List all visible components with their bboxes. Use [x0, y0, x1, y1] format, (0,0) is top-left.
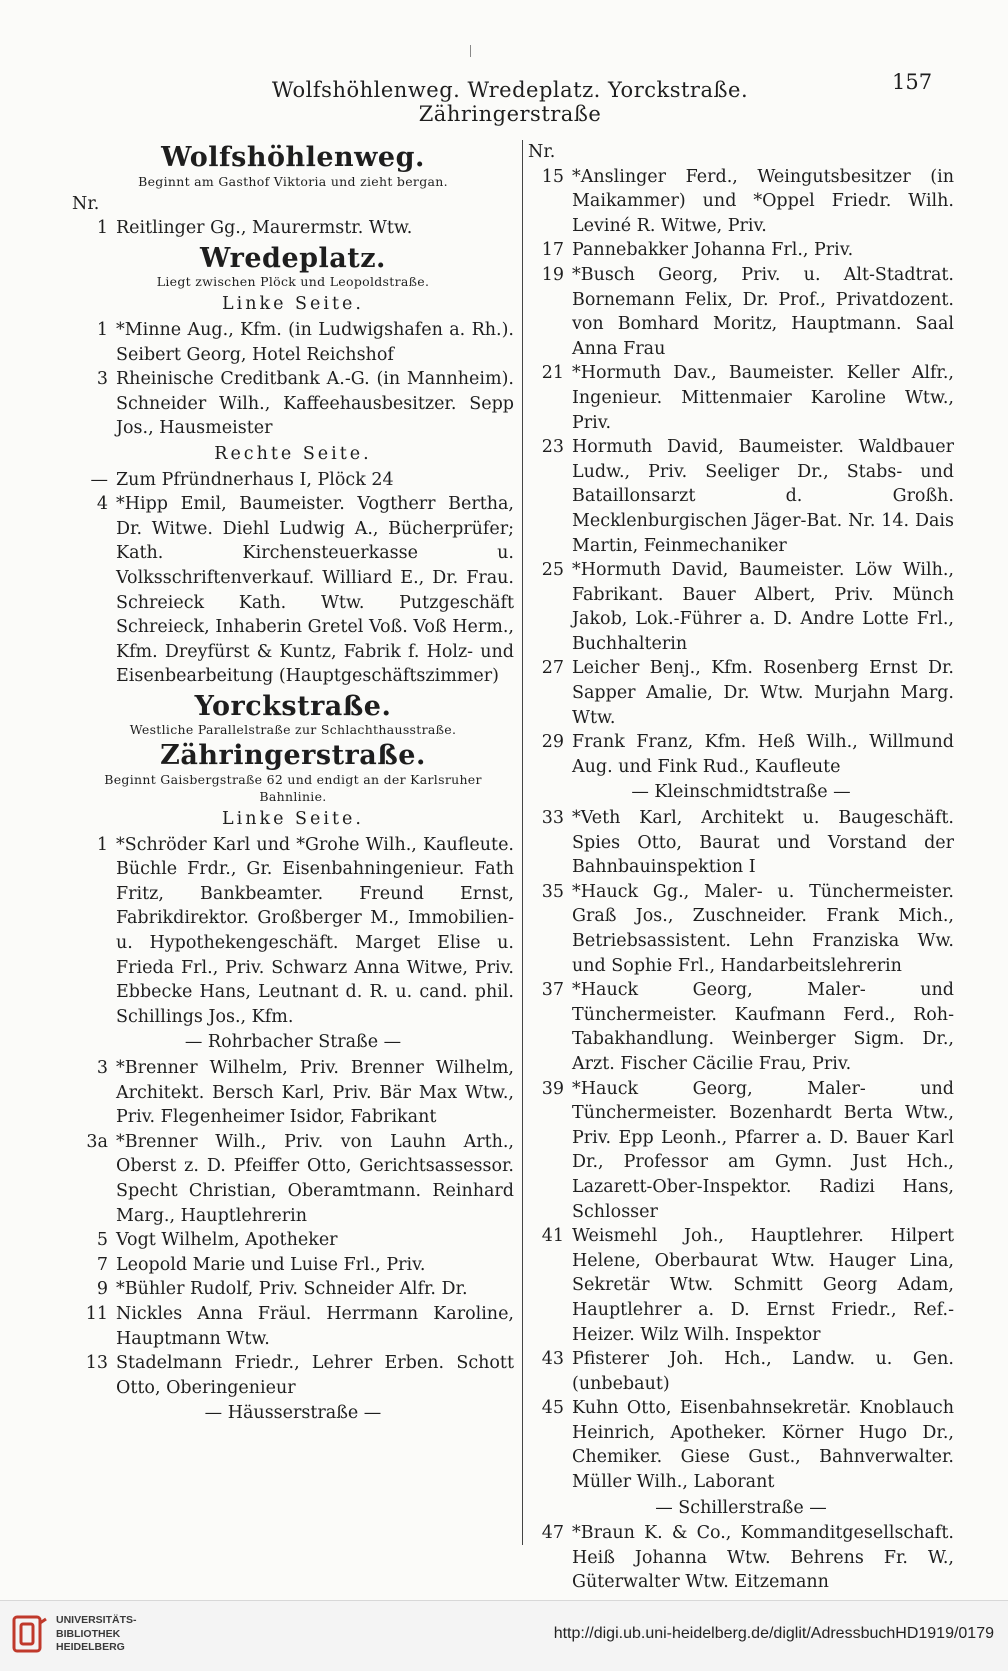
- resident-list: *Hormuth David, Baumeister. Löw Wilh., Fabrikant. Bauer Albert, Priv. Münch Jakob, Lok.-Führer a. D. Andre Lotte Frl., Buchhalterin: [572, 560, 954, 654]
- resident-list: Hormuth David, Baumeister. Waldbauer Ludw., Priv. Seeliger Dr., Stabs- und Bataillonsarzt d. Großh. Mecklenburgischen Jäger-Bat. Nr. 14. Dais Martin, Feinmechaniker: [572, 437, 954, 556]
- address-entry: [528, 656, 954, 730]
- side-heading-left: Linke Seite.: [222, 809, 364, 830]
- running-title: Wolfshöhlenweg. Wredeplatz. Yorckstraße. Zähringerstraße: [271, 78, 749, 126]
- right-column: [528, 140, 954, 1595]
- resident-list: *Brenner Wilh., Priv. von Lauhn Arth., Oberst z. D. Pfeiffer Otto, Gerichtsassessor. Specht Christian, Oberamtmann. Reinhard Marg., Hauptlehrerin: [116, 1131, 514, 1226]
- resident-list: *Minne Aug., Kfm. (in Ludwigshafen a. Rh.). Seibert Georg, Hotel Reichshof: [116, 319, 514, 365]
- house-number: 33: [541, 808, 564, 829]
- house-number: 25: [541, 560, 564, 581]
- library-logo-icon: [10, 1611, 48, 1659]
- library-name-line: HEIDELBERG: [56, 1641, 125, 1653]
- address-entry: [528, 165, 954, 239]
- address-entry: [528, 435, 954, 558]
- resident-list: *Hauck Georg, Maler- und Tünchermeister. Bozenhardt Berta Wtw., Priv. Epp Leonh., Pfarrer a. D. Bauer Karl Dr., Professor am Gymn. Just Hch., Lazarett-Ober-Inspektor. Radizi Hans, Schlosser: [572, 1078, 954, 1222]
- street-heading-wredeplatz: Wredeplatz.: [200, 242, 386, 274]
- resident-list: *Busch Georg, Priv. u. Alt-Stadtrat. Bornemann Felix, Dr. Prof., Privatdozent. von Bomhard Moritz, Hauptmann. Saal Anna Frau: [572, 264, 954, 359]
- street-description: Beginnt am Gasthof Viktoria und zieht bergan.: [138, 173, 448, 189]
- digitization-footer: [0, 1600, 1008, 1671]
- resident-list: Stadelmann Friedr., Lehrer Erben. Schott Otto, Oberingenieur: [116, 1353, 514, 1398]
- address-entry: [528, 1396, 954, 1494]
- address-entry: [72, 833, 514, 1030]
- address-entry: [72, 1056, 514, 1130]
- house-number: 39: [541, 1078, 564, 1099]
- number-label: Nr.: [72, 193, 100, 214]
- house-number: 19: [541, 264, 564, 285]
- address-entry: [72, 468, 514, 493]
- house-number: —: [90, 469, 108, 490]
- resident-list: *Braun K. & Co., Kommanditgesellschaft. Heiß Johanna Wtw. Behrens Fr. W., Güterwalter Wtw. Eitzemann: [572, 1523, 954, 1593]
- street-heading-wolfshoehlenweg: Wolfshöhlenweg.: [161, 142, 425, 173]
- library-name-line: BIBLIOTHEK: [56, 1627, 121, 1640]
- resident-list: Zum Pfründnerhaus I, Plöck 24: [116, 469, 394, 490]
- cross-street-marker: — Häusserstraße —: [204, 1403, 382, 1424]
- house-number: 3a: [86, 1131, 108, 1152]
- resident-list: *Schröder Karl und *Grohe Wilh., Kaufleute. Büchle Frdr., Gr. Eisenbahningenieur. Fath Fritz, Bankbeamter. Freund Ernst, Fabrikdirektor. Großberger M., Immobilien- u. Hypothekengeschäft. Marget Elise u. Frieda Frl., Priv. Schwarz Anna Witwe, Priv. Ebbecke Hans, Leutnant d. R. u. cand. phil. Schillings Jos., Kfm.: [116, 834, 514, 1027]
- address-entry: [72, 367, 514, 441]
- resident-list: Frank Franz, Kfm. Heß Wilh., Willmund Aug. und Fink Rud., Kaufleute: [572, 732, 954, 777]
- resident-list: Nickles Anna Fräul. Herrmann Karoline, Hauptmann Wtw.: [116, 1303, 514, 1349]
- house-number: 3: [96, 1058, 108, 1078]
- address-entry: [528, 880, 954, 978]
- address-entry: [528, 361, 954, 435]
- side-heading-left: Linke Seite.: [222, 294, 364, 315]
- address-entry: [528, 238, 954, 263]
- house-number: 17: [541, 240, 564, 261]
- street-heading-yorckstrasse: Yorckstraße.: [194, 690, 392, 722]
- house-number: 15: [541, 166, 564, 187]
- cross-street-marker: — Rohrbacher Straße —: [184, 1032, 402, 1053]
- house-number: 11: [85, 1303, 108, 1324]
- resident-list: *Anslinger Ferd., Weingutsbesitzer (in Maikammer) und *Oppel Friedr. Wilh. Leviné R. Witwe, Priv.: [572, 166, 954, 236]
- house-number: 1: [96, 319, 108, 340]
- house-number: 29: [541, 732, 564, 753]
- resident-list: *Hormuth Dav., Baumeister. Keller Alfr., Ingenieur. Mittenmaier Karoline Wtw., Priv.: [572, 363, 954, 433]
- number-label: Nr.: [528, 142, 556, 162]
- cross-street-marker: — Kleinschmidtstraße —: [631, 782, 851, 803]
- library-name-line: UNIVERSITÄTS-: [56, 1614, 137, 1626]
- resident-list: Reitlinger Gg., Maurermstr. Wtw.: [116, 218, 413, 239]
- side-heading-right: Rechte Seite.: [214, 443, 372, 464]
- page-number: 157: [892, 70, 933, 94]
- resident-list: *Hauck Georg, Maler- und Tünchermeister. Kaufmann Ferd., Roh-Tabakhandlung. Weinberger Sigm. Dr., Arzt. Fischer Cäcilie Frau, Priv.: [572, 980, 954, 1074]
- house-number: 21: [541, 363, 564, 384]
- house-number: 27: [541, 658, 564, 679]
- address-entry: [72, 318, 514, 367]
- address-entry: [72, 1277, 514, 1302]
- resident-list: Pannebakker Johanna Frl., Priv.: [572, 240, 854, 261]
- address-entry: [72, 1130, 514, 1228]
- address-entry: [528, 1521, 954, 1595]
- library-name: [56, 1614, 137, 1655]
- address-entry: [528, 806, 954, 880]
- address-entry: [528, 978, 954, 1076]
- house-number: 35: [541, 881, 564, 902]
- street-description: Beginnt Gaisbergstraße 62 und endigt an der Karlsruher Bahnlinie.: [104, 772, 482, 805]
- resident-list: Rheinische Creditbank A.-G. (in Mannheim). Schneider Wilh., Kaffeehausbesitzer. Sepp Jos., Hausmeister: [116, 369, 514, 439]
- address-entry: [72, 1228, 514, 1253]
- address-entry: [72, 1351, 514, 1400]
- resident-list: Leicher Benj., Kfm. Rosenberg Ernst Dr. Sapper Amalie, Dr. Wtw. Murjahn Marg. Wtw.: [572, 658, 954, 728]
- street-description: Liegt zwischen Plöck und Leopoldstraße.: [156, 274, 430, 290]
- address-entry: [528, 1077, 954, 1225]
- binding-mark: [470, 45, 471, 57]
- house-number: 9: [96, 1279, 108, 1300]
- address-entry: [72, 492, 514, 689]
- address-entry: [72, 1253, 514, 1278]
- house-number: 43: [541, 1349, 564, 1370]
- resident-list: *Bühler Rudolf, Priv. Schneider Alfr. Dr.: [116, 1279, 468, 1300]
- cross-street-marker: — Schillerstraße —: [655, 1497, 827, 1518]
- left-column: [72, 140, 514, 1427]
- house-number: 45: [541, 1398, 564, 1419]
- address-entry: [72, 1302, 514, 1351]
- address-entry: [528, 263, 954, 361]
- street-heading-zaehringerstrasse: Zähringerstraße.: [160, 740, 426, 772]
- house-number: 41: [541, 1226, 564, 1247]
- house-number: 47: [541, 1523, 564, 1544]
- address-entry: [528, 558, 954, 656]
- house-number: 4: [96, 494, 108, 515]
- address-entry: [528, 1347, 954, 1396]
- column-divider: [522, 140, 523, 1545]
- source-url-link[interactable]: http://digi.ub.uni-heidelberg.de/diglit/AdressbuchHD1919/0179: [553, 1625, 994, 1642]
- resident-list: *Hauck Gg., Maler- u. Tünchermeister. Graß Jos., Zuschneider. Frank Mich., Betriebsassistent. Lehn Franziska Ww. und Sophie Frl., Handarbeitslehrerin: [572, 881, 954, 976]
- address-entry: [72, 216, 514, 241]
- house-number: 1: [96, 218, 108, 239]
- resident-list: Weismehl Joh., Hauptlehrer. Hilpert Helene, Oberbaurat Wtw. Hauger Lina, Sekretär Wtw. Schmitt Georg Adam, Hauptlehrer a. D. Ernst Friedr., Ref.-Heizer. Wilz Wilh. Inspektor: [572, 1226, 954, 1345]
- resident-list: *Hipp Emil, Baumeister. Vogtherr Bertha, Dr. Witwe. Diehl Ludwig A., Bücherprüfer; Kath. Kirchensteuerkasse u. Volksschriftenverkauf. Williard E., Dr. Frau. Schreieck Kath. Wtw. Putzgeschäft Schreieck, Inhaberin Gretel Voß. Voß Herm., Kfm. Dreyfürst & Kuntz, Fabrik f. Holz- und Eisenbearbeitung (Hauptgeschäftszimmer): [116, 494, 514, 687]
- house-number: 7: [96, 1254, 108, 1275]
- resident-list: Leopold Marie und Luise Frl., Priv.: [116, 1254, 426, 1275]
- resident-list: Kuhn Otto, Eisenbahnsekretär. Knoblauch Heinrich, Apotheker. Körner Hugo Dr., Chemiker. Giese Gust., Bahnverwalter. Müller Wilh., Laborant: [572, 1398, 954, 1493]
- house-number: 3: [96, 369, 108, 390]
- house-number: 13: [85, 1353, 108, 1374]
- address-entry: [528, 1224, 954, 1347]
- house-number: 37: [541, 980, 564, 1001]
- address-entry: [528, 730, 954, 779]
- resident-list: Pfisterer Joh. Hch., Landw. u. Gen. (unbebaut): [572, 1349, 954, 1394]
- resident-list: Vogt Wilhelm, Apotheker: [116, 1230, 338, 1251]
- house-number: 5: [96, 1230, 108, 1251]
- house-number: 1: [96, 834, 108, 855]
- street-description: Westliche Parallelstraße zur Schlachthausstraße.: [129, 722, 457, 738]
- house-number: 23: [541, 437, 564, 458]
- resident-list: *Veth Karl, Architekt u. Baugeschäft. Spies Otto, Baurat und Vorstand der Bahnbauinspektion I: [572, 808, 954, 878]
- resident-list: *Brenner Wilhelm, Priv. Brenner Wilhelm, Architekt. Bersch Karl, Priv. Bär Max Wtw., Priv. Flegenheimer Isidor, Fabrikant: [116, 1058, 514, 1128]
